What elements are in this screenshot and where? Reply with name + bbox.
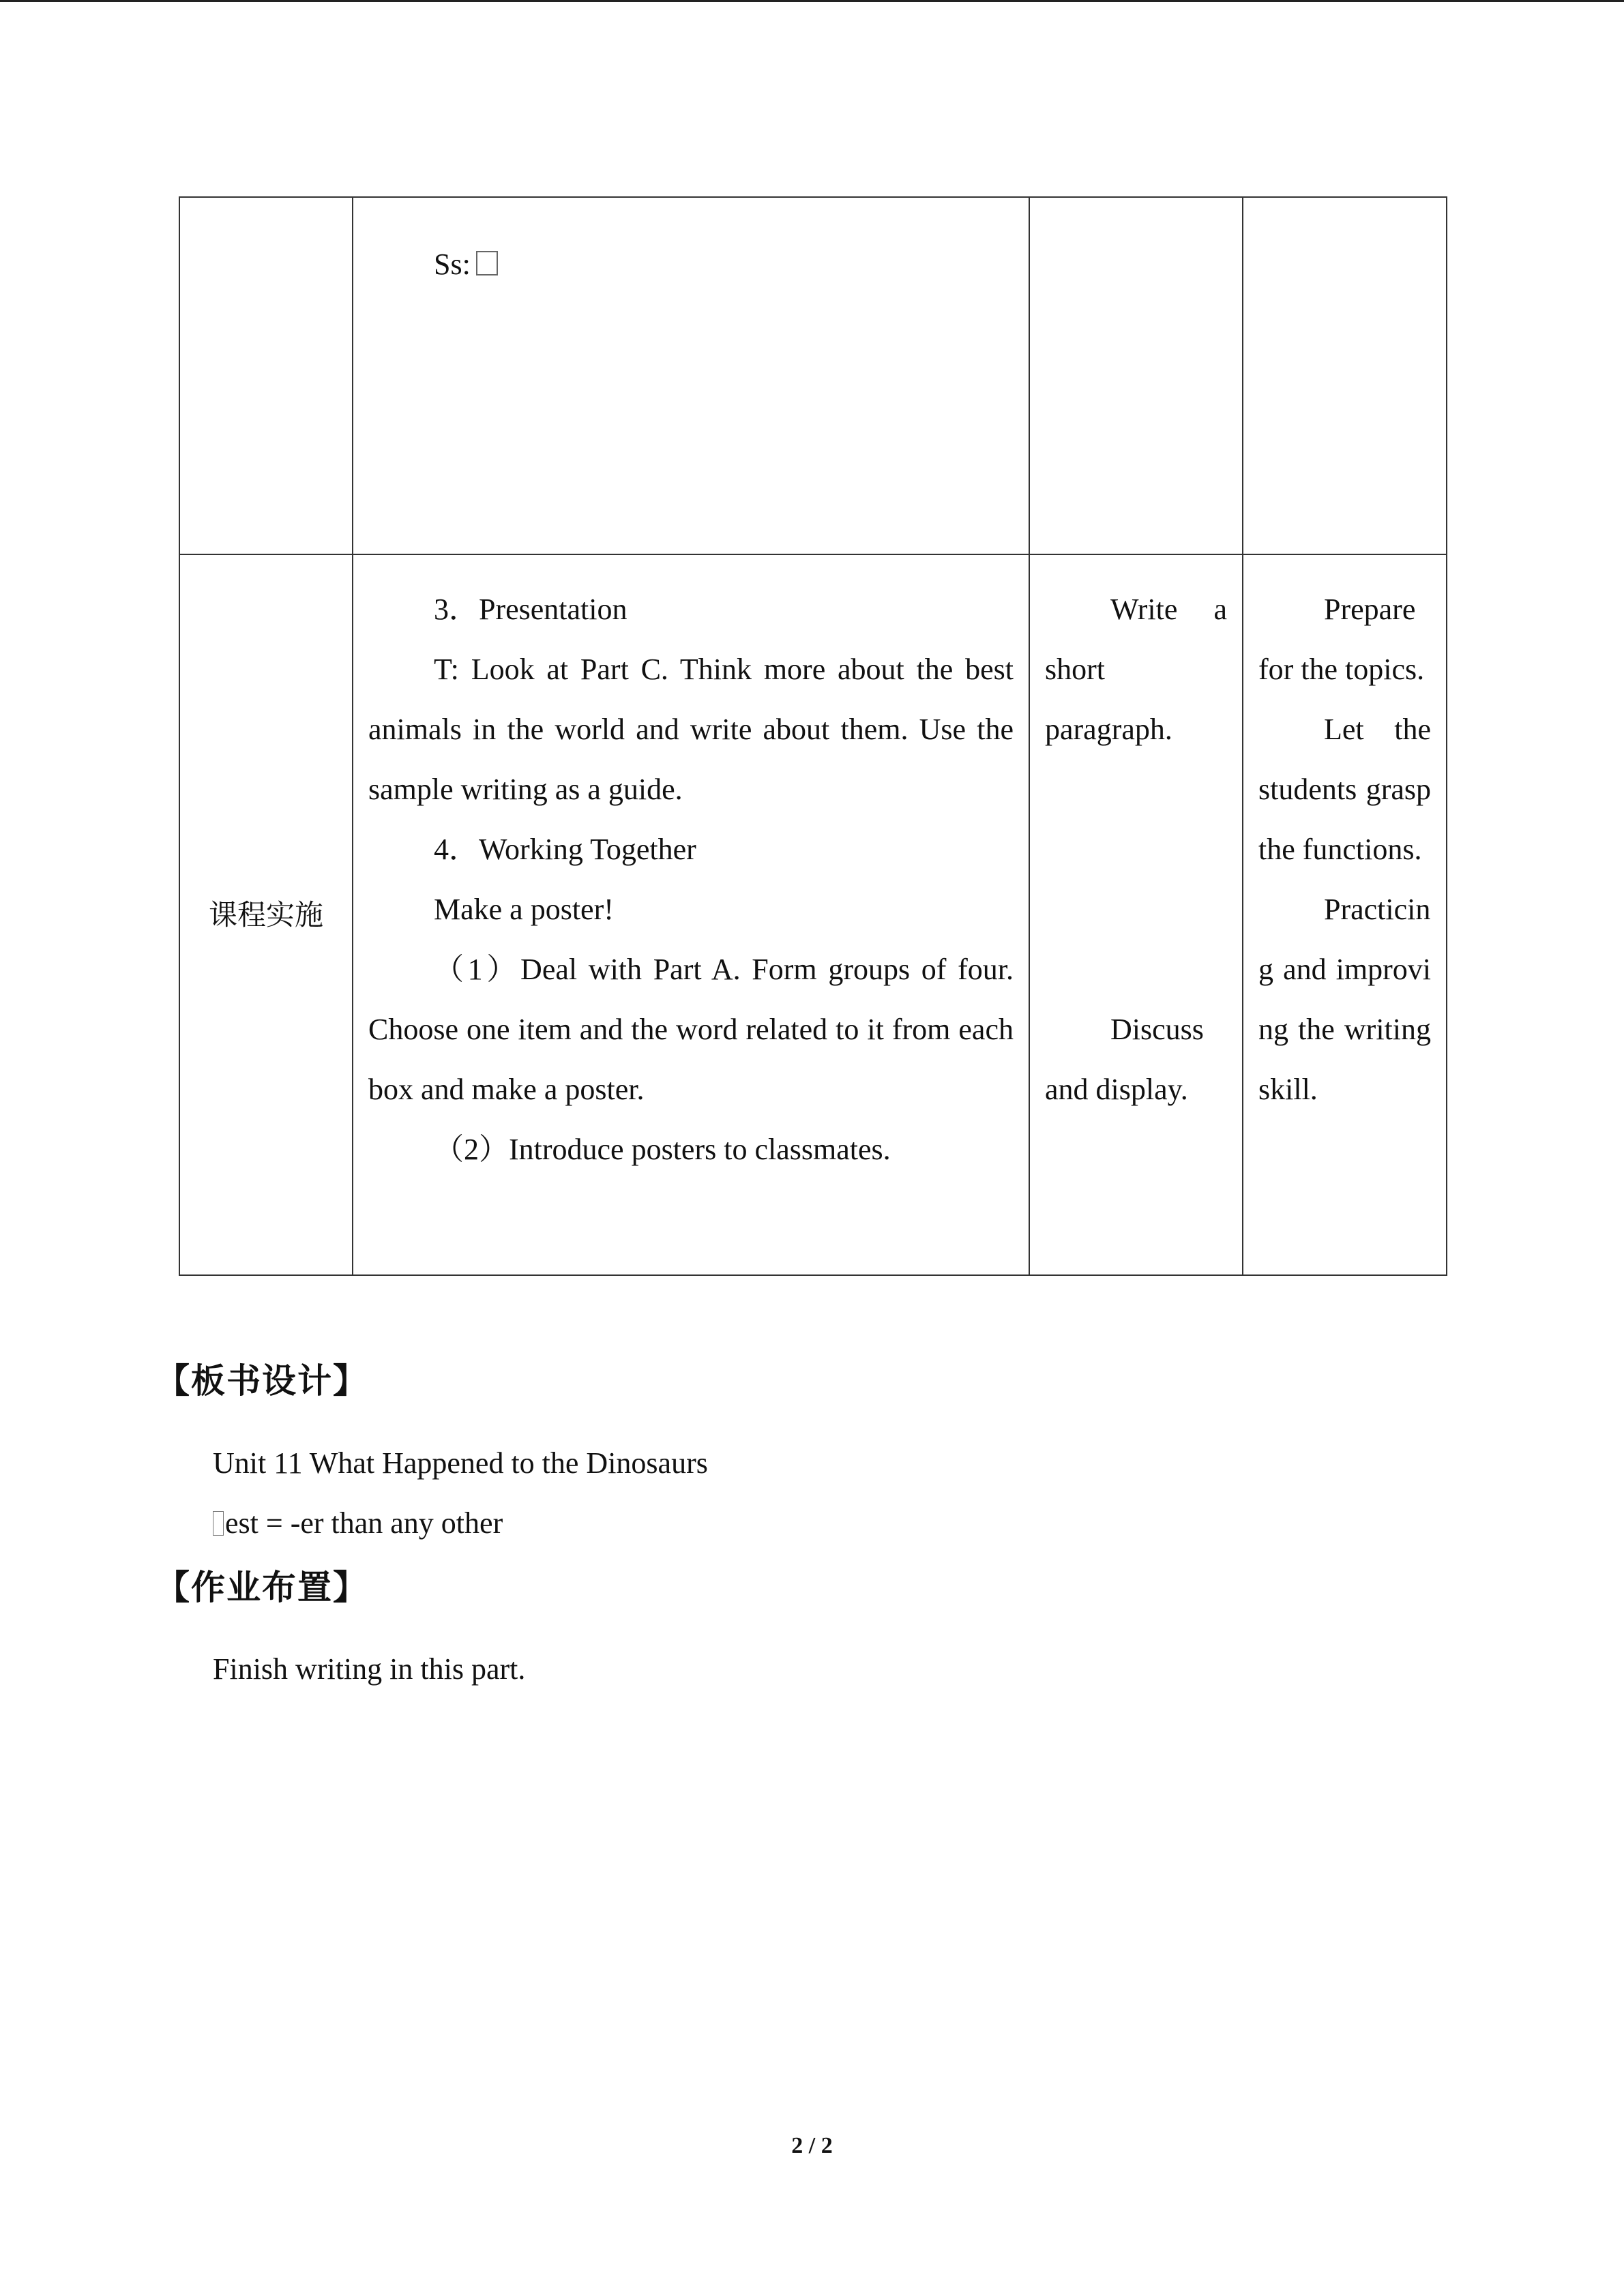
activity-write-text: Write a short paragraph. [1045,593,1227,746]
step-one-text: （1）Deal with Part A. Form groups of four. Choose one item and the word related to it from each box and make a poster. [368,953,1014,1106]
purpose-let-text: Let the students grasp the functions. [1258,713,1431,866]
purpose-practice-text: Practicing and improving the writing skill. [1258,893,1431,1106]
lesson-plan-table [179,196,1447,1276]
purpose-prepare-text: Prepare for the topics. [1258,593,1425,686]
board-design-title: 【板书设计】 [156,1361,368,1401]
stage-label-cell [179,197,353,554]
teaching-content-cell [353,554,1029,1275]
table-row [179,554,1447,1275]
board-design-line-1: Unit 11 What Happened to the Dinosaurs [213,1446,708,1480]
board-design-line-2: est = -er than any other [213,1506,503,1540]
empty-box-icon [476,251,498,275]
stage-label-cell [179,554,353,1275]
step-two-text: （2）Introduce posters to classmates. [434,1133,891,1166]
missing-glyph-icon [213,1511,224,1536]
activity-cell [1029,197,1243,554]
stage-label: 课程实施 [208,897,323,931]
purpose-cell [1243,554,1447,1275]
presentation-text: T: Look at Part C. Think more about the best animals in the world and write about them. Use the sample writing as a guide. [368,653,1014,806]
activity-cell [1029,554,1243,1275]
students-line: Ss: [368,222,1014,295]
homework-line-1: Finish writing in this part. [213,1652,526,1686]
homework-title: 【作业布置】 [156,1568,368,1607]
make-poster-text: Make a poster! [434,893,614,926]
working-together-heading: 4．Working Together [434,833,696,866]
activity-discuss-text: Discuss and display. [1045,1013,1204,1106]
page-number: 2 / 2 [791,2133,833,2158]
top-border-line [0,0,1624,2]
table-row [179,197,1447,554]
purpose-cell [1243,197,1447,554]
presentation-heading: 3．Presentation [434,593,628,626]
teaching-content-cell [353,197,1029,554]
